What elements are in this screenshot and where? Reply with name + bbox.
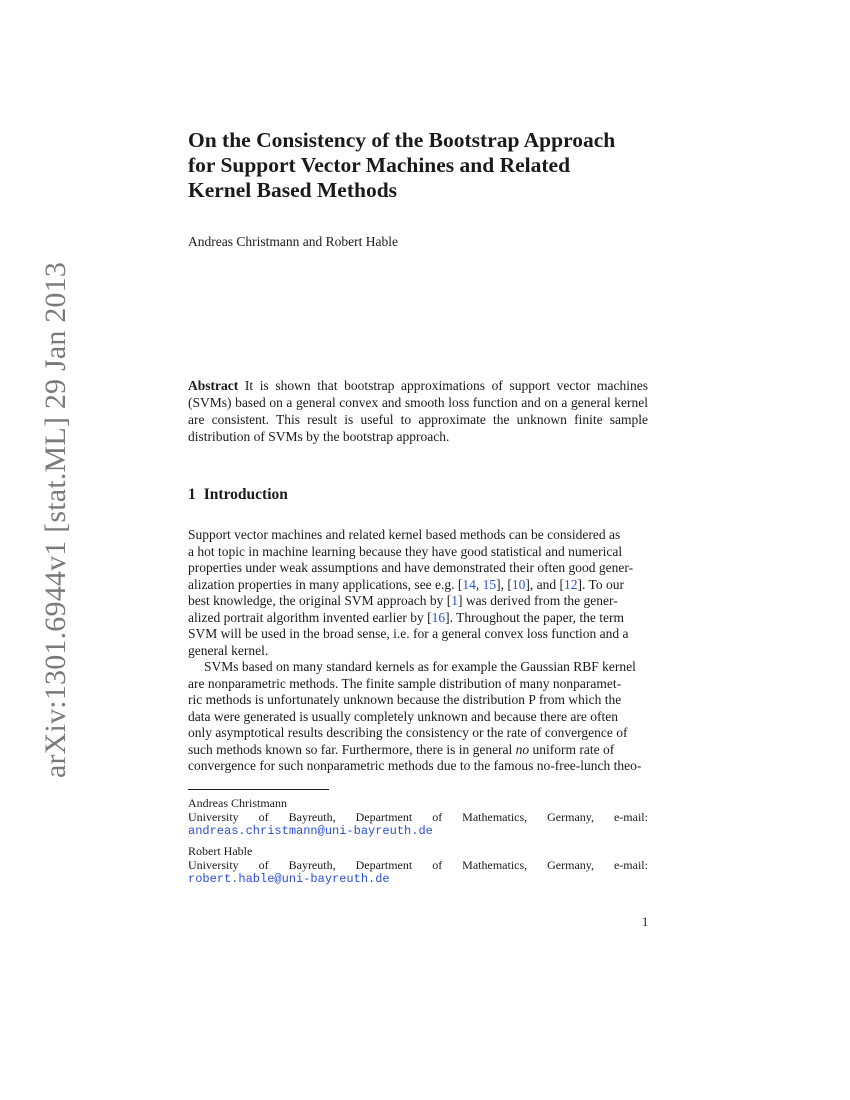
footnote-affiliation	[188, 858, 648, 872]
section-title: Introduction	[203, 486, 288, 503]
email-link[interactable]: robert.hable@uni-bayreuth.de	[188, 872, 390, 886]
text-span: ,	[475, 576, 483, 592]
text-span: ], [	[496, 576, 512, 592]
text-span: best knowledge, the original SVM approach by [	[188, 593, 452, 608]
text-span: such methods known so far. Furthermore, there is in general	[188, 741, 516, 757]
abstract-text: It is shown that bootstrap approximations of support vector machines (SVMs) based on a general convex and smooth loss function and on a general kernel are consistent. This result is useful to approximate the unknown finite sample distribution of SVMs by the bootstrap approach.	[188, 378, 649, 444]
text-line: ric methods is unfortunately unknown because the distribution P from which the	[188, 692, 622, 707]
aff-word: e-mail:	[613, 858, 648, 872]
footnote-affiliation	[188, 810, 648, 824]
aff-word: of	[432, 810, 443, 824]
text-line: SVMs based on many standard kernels as for example the Gaussian RBF kernel	[204, 659, 636, 674]
text-span: alization properties in many applications, see e.g. [	[188, 576, 463, 592]
page-number: 1	[642, 915, 649, 929]
title-line: for Support Vector Machines and Related	[188, 153, 571, 177]
email-link[interactable]: andreas.christmann@uni-bayreuth.de	[188, 824, 433, 838]
text-line	[188, 610, 648, 627]
text-span: ] was derived from the gener-	[457, 593, 618, 608]
text-line	[188, 577, 648, 594]
emphasis: no	[515, 741, 530, 757]
aff-word: Germany,	[547, 858, 594, 872]
text-line: are nonparametric methods. The finite sample distribution of many nonparamet-	[188, 675, 622, 691]
footnote-author-1	[188, 796, 648, 838]
text-span: alized portrait algorithm invented earlier by [	[188, 609, 432, 625]
aff-word: e-mail:	[613, 810, 648, 824]
citation-link[interactable]: 15	[482, 576, 497, 592]
text-span: ]. Throughout the paper, the term	[445, 609, 624, 625]
text-line: only asymptotical results describing the consistency or the rate of convergence of	[188, 725, 628, 740]
citation-link[interactable]: 10	[511, 576, 526, 592]
text-span: ]. To our	[577, 576, 624, 592]
aff-word: Department	[355, 858, 413, 872]
author-list: Andreas Christmann and Robert Hable	[188, 234, 398, 249]
text-line	[188, 593, 648, 610]
aff-word: Bayreuth,	[288, 810, 336, 824]
footnote-name: Robert Hable	[188, 844, 253, 858]
title-line: Kernel Based Methods	[188, 178, 398, 202]
aff-word: Department	[355, 810, 413, 824]
title-line: On the Consistency of the Bootstrap Approach	[188, 128, 616, 152]
arxiv-identifier: arXiv:1301.6944v1 [stat.ML] 29 Jan 2013	[39, 261, 72, 779]
section-number: 1	[188, 486, 196, 503]
introduction-body	[188, 527, 648, 775]
citation-link[interactable]: 1	[451, 593, 458, 608]
citation-link[interactable]: 12	[564, 576, 578, 592]
abstract-label: Abstract	[188, 378, 239, 393]
aff-word: Bayreuth,	[288, 858, 336, 872]
footnote-divider	[188, 789, 329, 790]
citation-link[interactable]: 16	[431, 609, 446, 625]
citation-link[interactable]: 14	[462, 576, 476, 592]
section-heading	[188, 486, 288, 504]
abstract	[188, 377, 648, 445]
aff-word: of	[432, 858, 443, 872]
text-line: a hot topic in machine learning because they have good statistical and numerical	[188, 543, 623, 559]
footnote-author-2	[188, 844, 648, 886]
footnote-name: Andreas Christmann	[188, 796, 287, 810]
text-line: properties under weak assumptions and have demonstrated their often good gener-	[188, 560, 634, 575]
aff-word: University	[188, 810, 239, 824]
aff-word: University	[188, 858, 239, 872]
text-span: ], and [	[525, 576, 565, 592]
aff-word: of	[258, 810, 269, 824]
text-line: data were generated is usually completely unknown and because there are often	[188, 708, 618, 724]
text-span: uniform rate of	[529, 741, 615, 757]
text-line	[188, 742, 648, 759]
aff-word: Mathematics,	[462, 810, 528, 824]
aff-word: Germany,	[547, 810, 594, 824]
aff-word: of	[258, 858, 269, 872]
text-line: convergence for such nonparametric methods due to the famous no-free-lunch theo-	[188, 758, 642, 773]
paper-title	[188, 128, 658, 203]
aff-word: Mathematics,	[462, 858, 528, 872]
text-line: SVM will be used in the broad sense, i.e. for a general convex loss function and a	[188, 626, 629, 641]
text-line: general kernel.	[188, 642, 269, 658]
text-line: Support vector machines and related kernel based methods can be considered as	[188, 527, 621, 542]
